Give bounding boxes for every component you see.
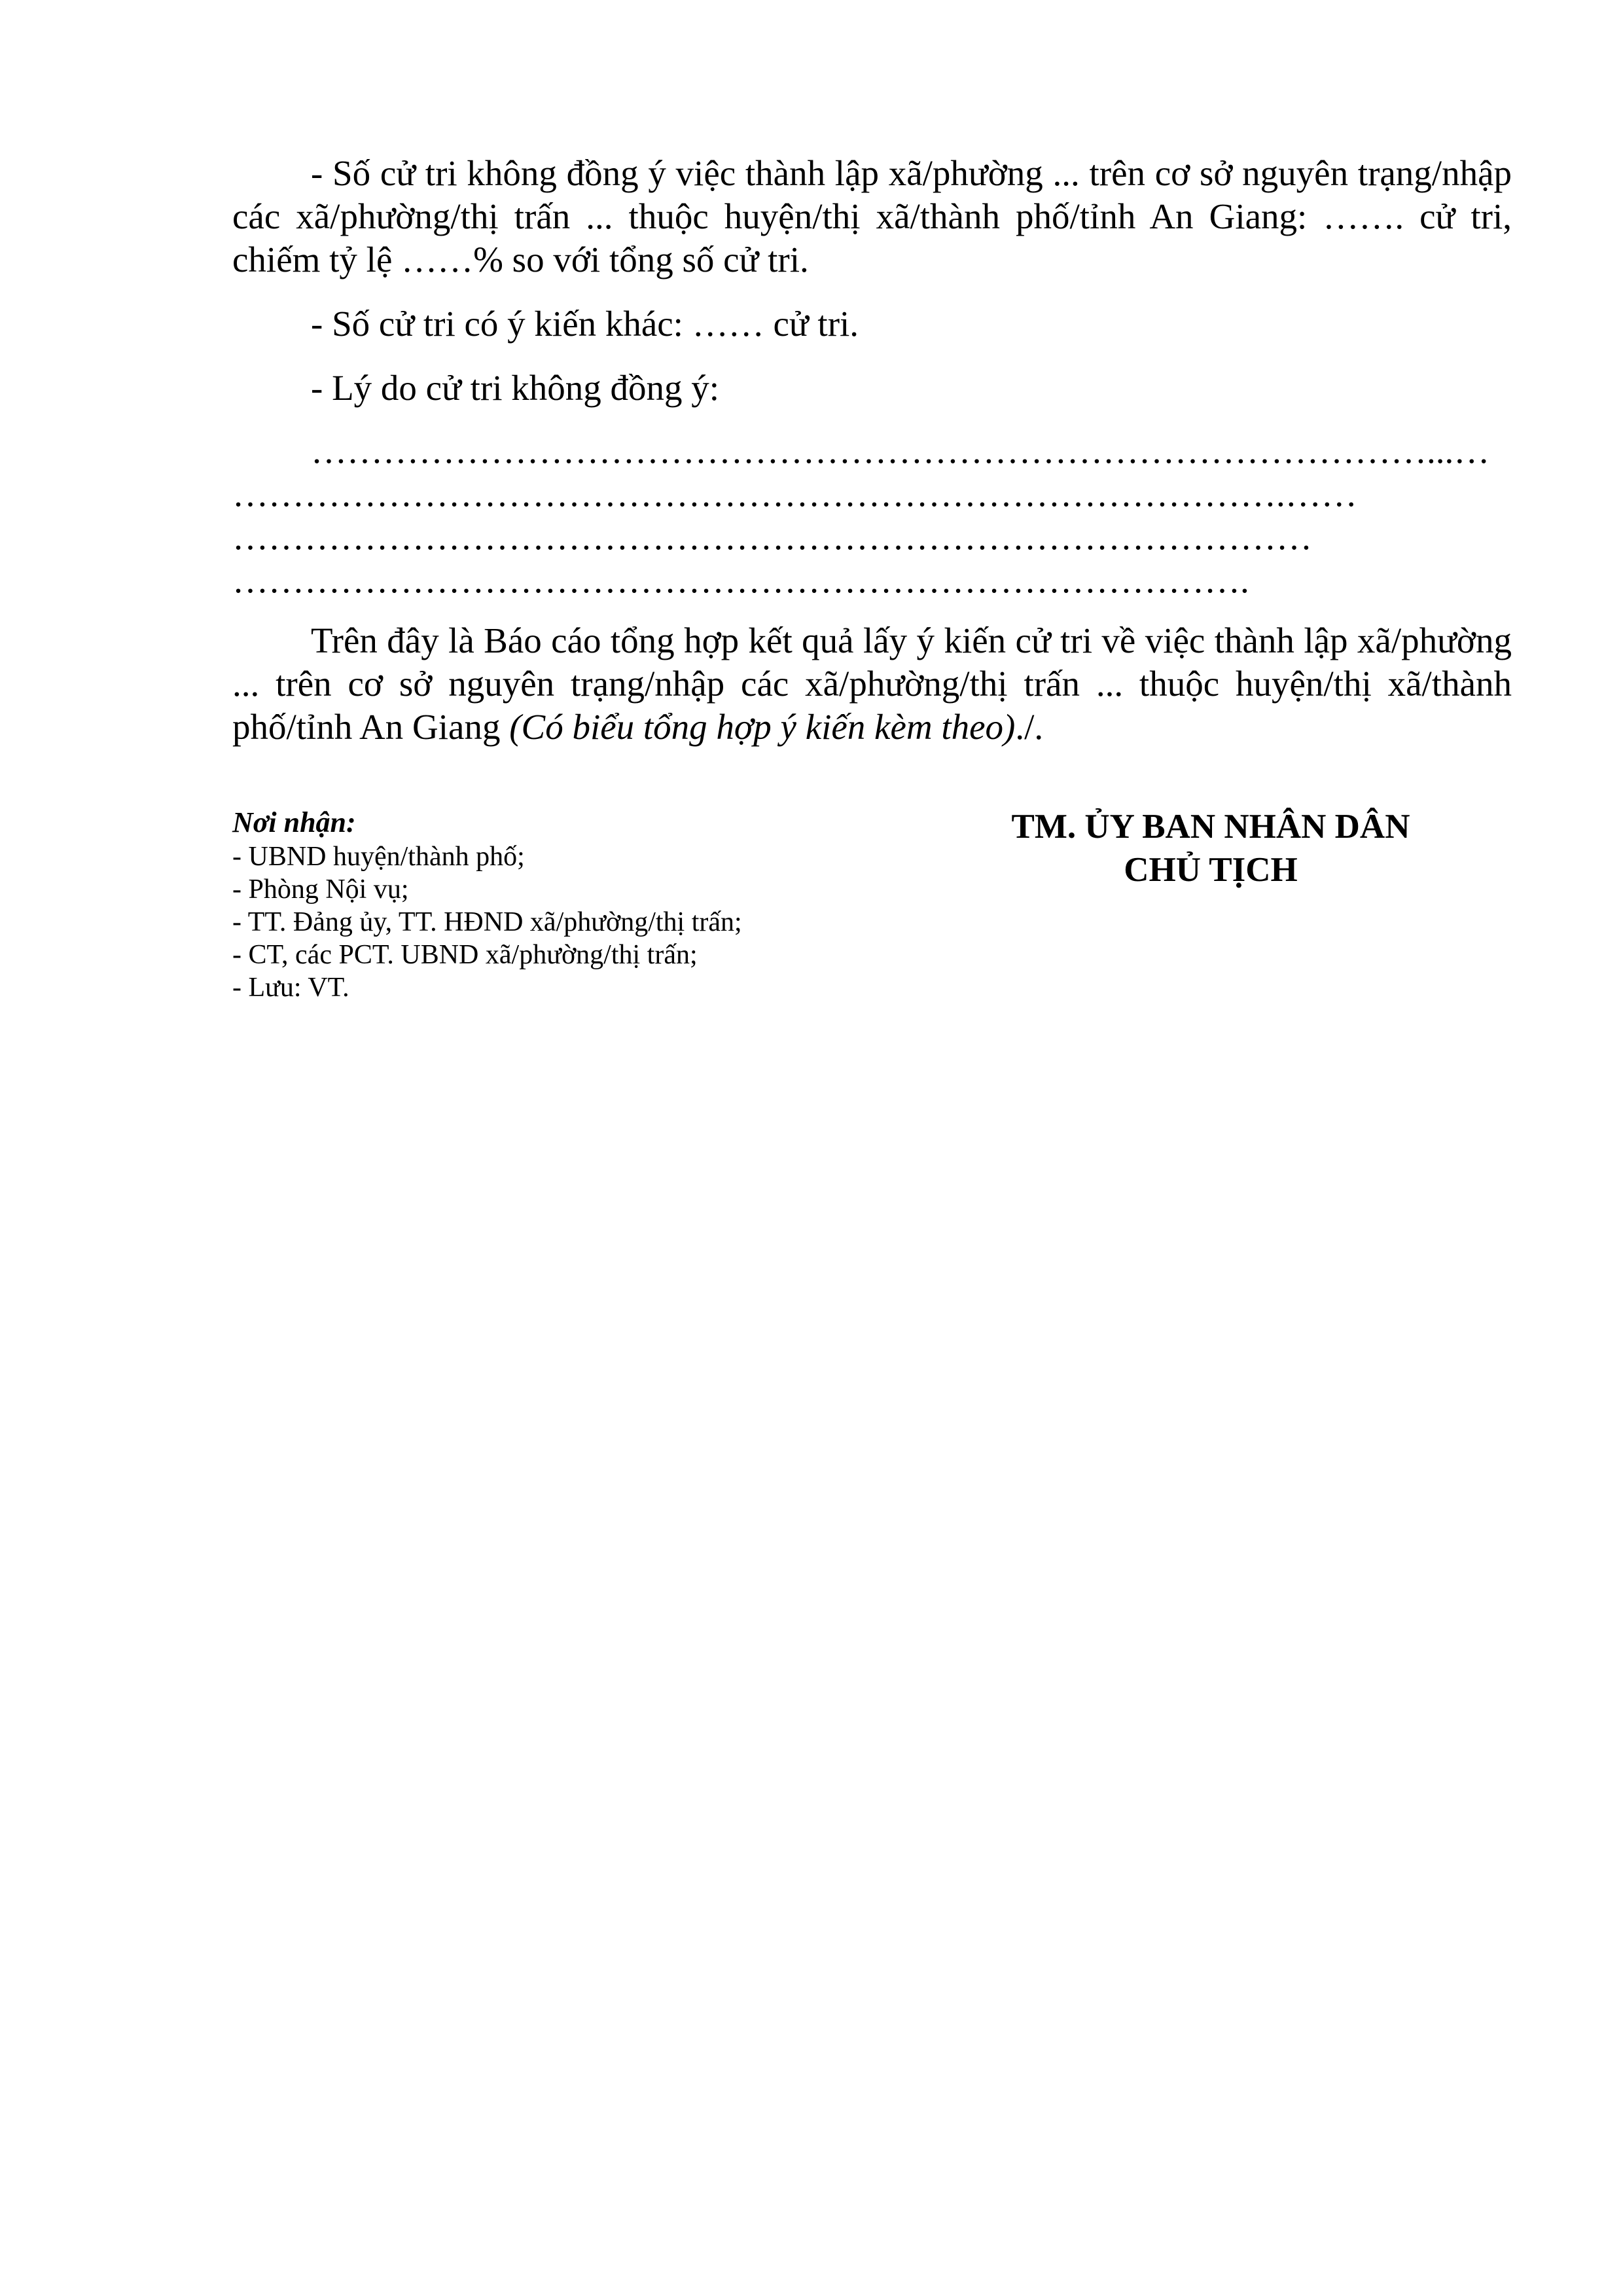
recipient-item: - CT, các PCT. UBND xã/phường/thị trấn; (232, 940, 698, 970)
closing-main-text: Trên đây là Báo cáo tổng hợp kết quả lấy ý kiến cử tri về việc thành lập xã/phường ... trên cơ sở nguyên trạng/nhập các xã/phường/thị trấn ... thuộc huyện/thị xã/thành phố/tỉnh An Giang (232, 620, 1512, 747)
recipients-title: Nơi nhận: (232, 806, 356, 838)
recipient-item: - TT. Đảng ủy, TT. HĐND xã/phường/thị trấn; (232, 907, 742, 937)
recipient-item: - Lưu: VT. (232, 973, 349, 1003)
dotted-line: …………………………………………………………………………. (232, 560, 1249, 600)
signature-block (903, 805, 1518, 891)
report-body (232, 152, 1512, 749)
signature-org-line: TM. ỦY BAN NHÂN DÂN (1011, 808, 1410, 846)
closing-attachment-note: (Có biểu tổng hợp ý kiến kèm theo) (509, 707, 1016, 747)
recipient-item: - Phòng Nội vụ; (232, 874, 409, 905)
reason-label-paragraph: - Lý do cử tri không đồng ý: (311, 368, 720, 408)
closing-paragraph (232, 619, 1512, 749)
closing-end-mark: ./. (1015, 707, 1044, 747)
disagree-voters-paragraph: - Số cử tri không đồng ý việc thành lập xã/phường ... trên cơ sở nguyên trạng/nhập các xã/phường/thị trấn ... thuộc huyện/thị xã/thành phố/tỉnh An Giang: ……. cử tri, chiếm tỷ lệ ……% so với tổng số cử tri. (232, 153, 1512, 279)
recipients-block (232, 806, 887, 1004)
other-opinion-paragraph: - Số cử tri có ý kiến khác: …… cử tri. (311, 304, 859, 344)
dotted-line: ……………………………………………………………………………… (232, 517, 1312, 557)
dotted-line: …………………………………………………………………………………...… (311, 431, 1490, 471)
recipient-item: - UBND huyện/thành phố; (232, 842, 525, 872)
signature-title-line: CHỦ TỊCH (1124, 851, 1298, 889)
dotted-line: …………………………………………………………………………….…… (232, 474, 1357, 514)
reason-dotted-lines (232, 429, 1512, 602)
